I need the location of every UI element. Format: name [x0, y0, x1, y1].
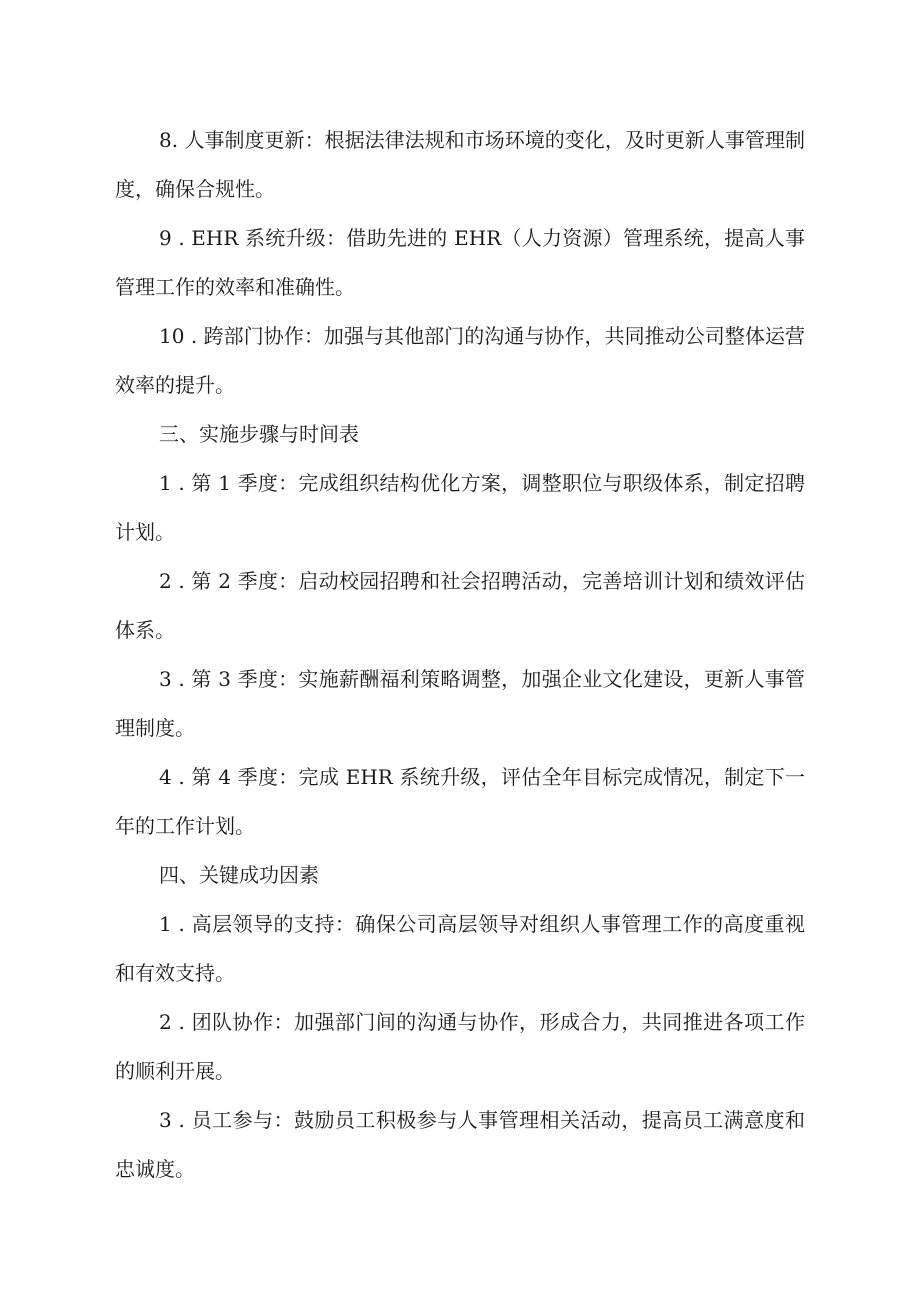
paragraph-q4: 4 . 第 4 季度：完成 EHR 系统升级，评估全年目标完成情况，制定下一年的工作计划。 [115, 765, 805, 838]
document-body [115, 116, 805, 1194]
paragraph-ehr-upgrade: 9 . EHR 系统升级：借助先进的 EHR（人力资源）管理系统，提高人事管理工作的效率和准确性。 [115, 226, 805, 299]
paragraph-q3: 3 . 第 3 季度：实施薪酬福利策略调整，加强企业文化建设，更新人事管理制度。 [115, 667, 805, 740]
paragraph-leadership-support: 1 . 高层领导的支持：确保公司高层领导对组织人事管理工作的高度重视和有效支持。 [115, 912, 805, 985]
paragraph-q1: 1 . 第 1 季度：完成组织结构优化方案，调整职位与职级体系，制定招聘计划。 [115, 471, 805, 544]
paragraph-employee-participation: 3 . 员工参与：鼓励员工积极参与人事管理相关活动，提高员工满意度和忠诚度。 [115, 1108, 805, 1181]
section-heading-success-factors: 四、关键成功因素 [159, 863, 319, 887]
paragraph-team-collaboration: 2 . 团队协作：加强部门间的沟通与协作，形成合力，共同推进各项工作的顺利开展。 [115, 1010, 805, 1083]
section-heading-implementation: 三、实施步骤与时间表 [159, 422, 359, 446]
paragraph-cross-department: 10 . 跨部门协作：加强与其他部门的沟通与协作，共同推动公司整体运营效率的提升。 [115, 324, 805, 397]
paragraph-hr-policy-update: 8. 人事制度更新：根据法律法规和市场环境的变化，及时更新人事管理制度，确保合规性。 [115, 128, 805, 201]
paragraph-q2: 2 . 第 2 季度：启动校园招聘和社会招聘活动，完善培训计划和绩效评估体系。 [115, 569, 805, 642]
